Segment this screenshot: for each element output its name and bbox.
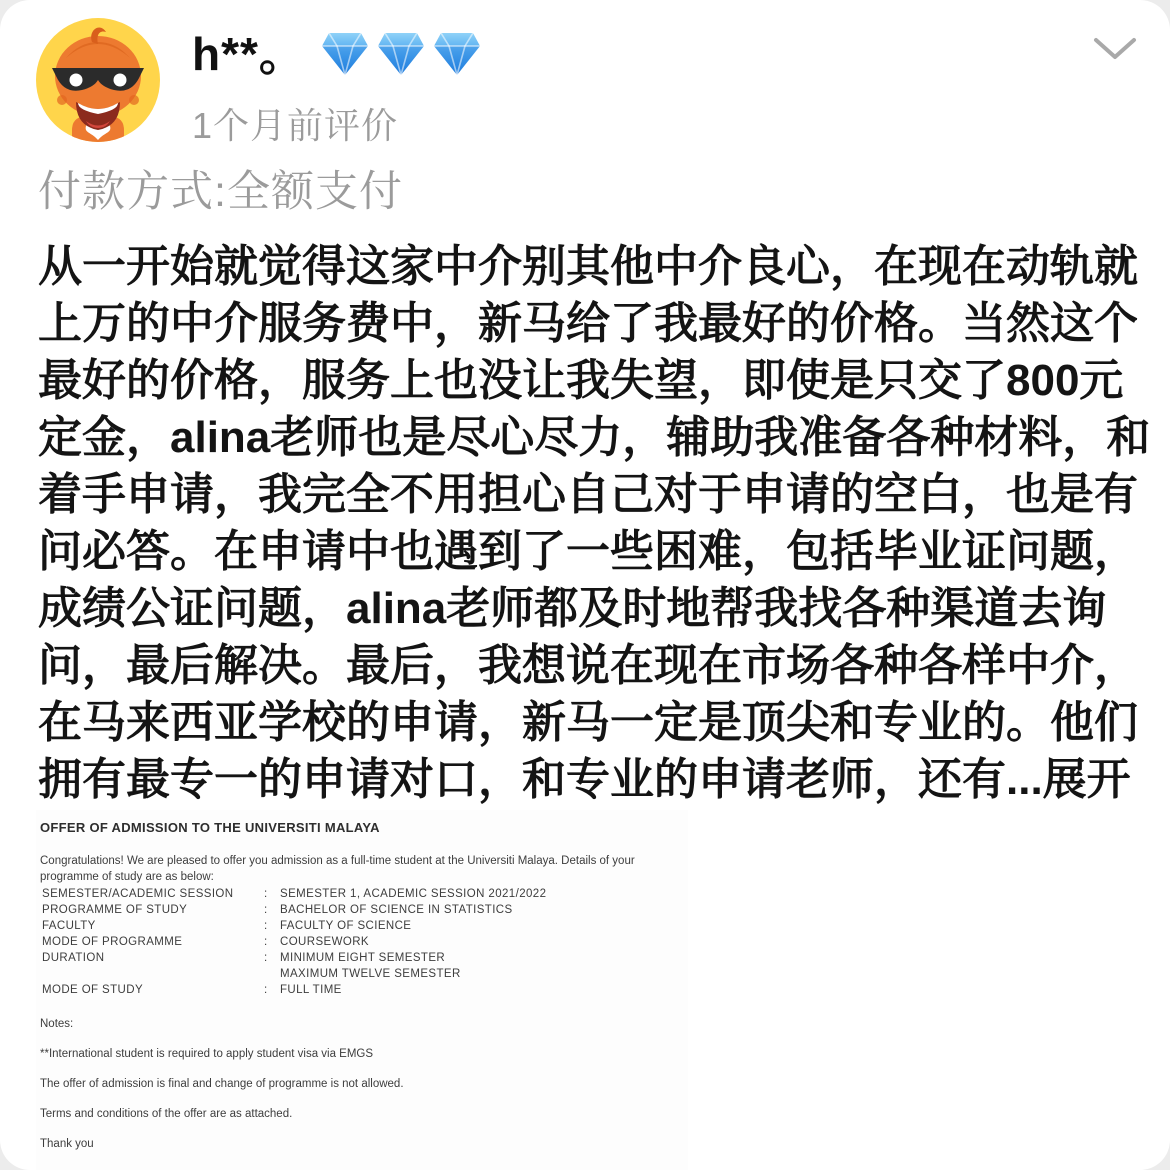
offer-field-row-continued — [42, 968, 682, 981]
review-line: 最好的价格，服务上也没让我失望，即使是只交了800元 — [38, 356, 1124, 405]
offer-field-colon — [264, 968, 280, 981]
avatar[interactable] — [36, 18, 160, 142]
offer-note: The offer of admission is final and change of programme is not allowed. — [40, 1078, 404, 1090]
offer-field-value: MAXIMUM TWELVE SEMESTER — [280, 968, 461, 980]
offer-title: OFFER OF ADMISSION TO THE UNIVERSITI MALAYA — [40, 820, 380, 835]
offer-field-value: SEMESTER 1, ACADEMIC SESSION 2021/2022 — [280, 888, 547, 900]
diamond-icon — [376, 32, 426, 76]
offer-field-row — [42, 936, 682, 949]
offer-field-colon: : — [264, 936, 268, 948]
review-text — [38, 238, 1151, 808]
offer-note: Notes: — [40, 1018, 74, 1030]
offer-field-value: FACULTY OF SCIENCE — [280, 920, 412, 932]
offer-field-row — [42, 888, 682, 901]
offer-note: Thank you — [40, 1138, 94, 1150]
offer-field-value: FULL TIME — [280, 984, 342, 996]
diamond-icon — [432, 32, 482, 76]
offer-field-colon: : — [264, 904, 268, 916]
review-line: 在马来西亚学校的申请，新马一定是顶尖和专业的。他们 — [38, 698, 1138, 747]
offer-field-label: MODE OF STUDY — [42, 984, 144, 996]
review-line-last — [38, 751, 1138, 808]
offer-field-colon: : — [264, 952, 268, 964]
payment-method: 付款方式:全额支付 — [38, 168, 403, 216]
offer-field-colon: : — [264, 920, 268, 932]
review-line: 从一开始就觉得这家中介别其他中介良心，在现在动轨就 — [38, 242, 1138, 291]
review-line: 上万的中介服务费中，新马给了我最好的价格。当然这个 — [38, 299, 1138, 348]
offer-field-label: MODE OF PROGRAMME — [42, 936, 183, 948]
offer-field-row — [42, 952, 682, 965]
offer-field-colon: : — [264, 984, 268, 996]
review-line: 定金，alina老师也是尽心尽力，辅助我准备各种材料，和 — [38, 413, 1151, 462]
review-attachment-image[interactable] — [36, 810, 688, 1170]
review-time: 1个月前评价 — [192, 105, 399, 146]
review-line-text: 拥有最专一的申请对口，和专业的申请老师，还有... — [38, 755, 1043, 804]
offer-field-row — [42, 920, 682, 933]
offer-field-value: BACHELOR OF SCIENCE IN STATISTICS — [280, 904, 513, 916]
offer-field-value: COURSEWORK — [280, 936, 369, 948]
offer-note: Terms and conditions of the offer are as attached. — [40, 1108, 293, 1120]
offer-field-row — [42, 984, 682, 997]
offer-intro: Congratulations! We are pleased to offer you admission as a full-time student at the Universiti Malaya. Details of your programme of study are as below: — [40, 855, 635, 883]
review-line: 问必答。在申请中也遇到了一些困难，包括毕业证问题， — [38, 527, 1138, 576]
review-line: 成绩公证问题，alina老师都及时地帮我找各种渠道去询 — [38, 584, 1107, 633]
offer-notes — [40, 1018, 404, 1168]
offer-field-label — [42, 968, 264, 981]
vip-level-icons — [320, 32, 482, 76]
offer-field-value: MINIMUM EIGHT SEMESTER — [280, 952, 446, 964]
avatar-image — [36, 18, 160, 142]
chevron-down-icon[interactable] — [1092, 34, 1138, 64]
offer-field-label: PROGRAMME OF STUDY — [42, 904, 188, 916]
offer-field-label: SEMESTER/ACADEMIC SESSION — [42, 888, 234, 900]
username: h**。 — [192, 28, 306, 80]
diamond-icon — [320, 32, 370, 76]
offer-field-colon: : — [264, 888, 268, 900]
offer-field-label: FACULTY — [42, 920, 96, 932]
offer-details-table — [42, 888, 682, 1000]
review-line: 问，最后解决。最后，我想说在现在市场各种各样中介， — [38, 641, 1138, 690]
review-line: 着手申请，我完全不用担心自己对于申请的空白，也是有 — [38, 470, 1138, 519]
expand-link[interactable]: 展开 — [1042, 755, 1131, 804]
user-identity — [192, 26, 482, 82]
offer-field-row — [42, 904, 682, 917]
offer-field-label: DURATION — [42, 952, 105, 964]
offer-note: **International student is required to apply student visa via EMGS — [40, 1048, 374, 1060]
